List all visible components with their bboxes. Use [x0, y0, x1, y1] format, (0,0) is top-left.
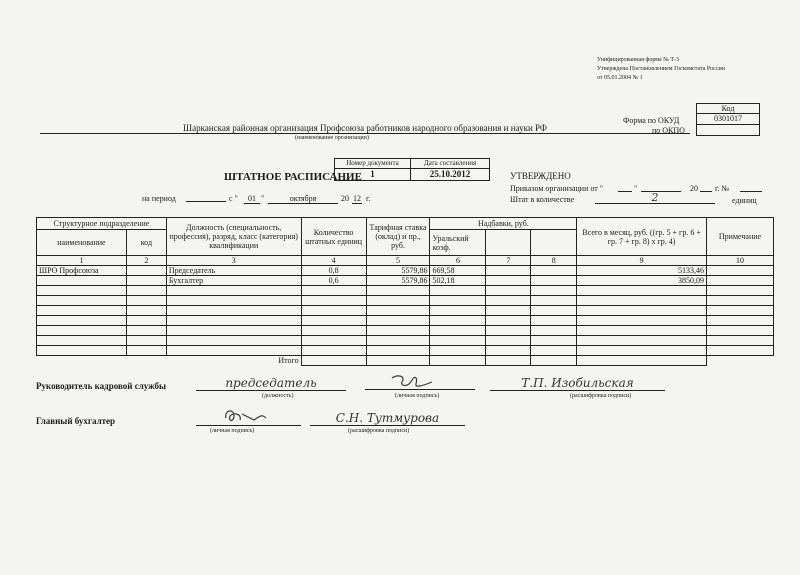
table-row	[37, 336, 774, 346]
cell-note	[706, 286, 773, 296]
cell-position	[166, 286, 301, 296]
cell-ural	[430, 316, 486, 326]
doc-title: ШТАТНОЕ РАСПИСАНИЕ	[224, 171, 362, 183]
cell-rate	[366, 336, 430, 346]
total-row	[37, 356, 774, 366]
header-unit-name: наименование	[37, 230, 127, 256]
cell-count: 0,8	[301, 266, 366, 276]
cell-position: Председатель	[166, 266, 301, 276]
okpo-value	[696, 124, 760, 136]
table-row	[37, 316, 774, 326]
accountant-label: Главный бухгалтер	[36, 416, 116, 426]
cell-position: Бухгалтер	[166, 276, 301, 286]
acc-signature-mark	[220, 406, 270, 426]
cell-ural	[430, 326, 486, 336]
table-row	[37, 286, 774, 296]
okpo-label: по ОКПО	[652, 126, 685, 135]
col-num: 4	[301, 256, 366, 266]
form-header-line1: Унифицированная форма № Т-3	[597, 57, 680, 63]
units-label: единиц	[732, 196, 757, 205]
cell-a8	[531, 336, 577, 346]
cell-count	[301, 296, 366, 306]
cell-total	[577, 316, 707, 326]
header-unit-code: код	[126, 230, 166, 256]
cell-note	[706, 296, 773, 306]
period-year-suffix: г.	[366, 194, 371, 203]
cell-position	[166, 326, 301, 336]
hr-label: Руководитель кадровой службы	[36, 381, 167, 391]
cell-a7	[486, 286, 531, 296]
hr-signature-mark	[388, 372, 448, 392]
cell-ural	[430, 346, 486, 356]
cell-a7	[486, 336, 531, 346]
staffing-table	[36, 217, 774, 366]
column-numbers-row	[37, 256, 774, 266]
period-month: октября	[268, 194, 338, 204]
table-row	[37, 346, 774, 356]
cell-count	[301, 346, 366, 356]
header-rate: Тарифная ставка (оклад) и пр., руб.	[366, 218, 430, 256]
table-row	[37, 276, 774, 286]
kod-label: Код	[696, 103, 760, 114]
total-count	[301, 356, 366, 366]
cell-code	[126, 316, 166, 326]
staff-label: Штат в количестве	[510, 195, 575, 204]
order-number-line	[740, 191, 762, 192]
hr-position-handwritten: председатель	[196, 376, 346, 391]
col-num: 8	[531, 256, 577, 266]
cell-ural	[430, 296, 486, 306]
okud-value: 0301017	[696, 113, 760, 125]
col-num: 5	[366, 256, 430, 266]
staff-value: 2	[595, 191, 715, 204]
cell-total: 3850,09	[577, 276, 707, 286]
table-row	[37, 306, 774, 316]
doc-date-label: Дата составления	[410, 158, 490, 169]
cell-unit	[37, 346, 127, 356]
cell-a7	[486, 346, 531, 356]
header-structural-unit: Структурное подразделение	[37, 218, 167, 230]
period-from: с "	[229, 194, 238, 203]
cell-rate	[366, 326, 430, 336]
cell-note	[706, 346, 773, 356]
cell-unit	[37, 286, 127, 296]
header-position: Должность (специальность, профессия), разряд, класс (категория) квалификации	[166, 218, 301, 256]
cell-a7	[486, 266, 531, 276]
acc-name-handwritten: С.Н. Тутмурова	[310, 411, 465, 426]
order-text: Приказом организации от "	[510, 184, 604, 193]
period-quote: "	[261, 194, 265, 203]
cell-a8	[531, 276, 577, 286]
cell-total: 5133,46	[577, 266, 707, 276]
header-count: Количество штатных единиц	[301, 218, 366, 256]
cell-note	[706, 306, 773, 316]
okud-label: Форма по ОКУД	[623, 116, 680, 125]
doc-number-label: Номер документа	[334, 158, 411, 169]
cell-code	[126, 286, 166, 296]
cell-a7	[486, 306, 531, 316]
cell-ural	[430, 336, 486, 346]
organization-name: Шарканская районная организация Профсоюза работников народного образования и науки РФ	[40, 123, 690, 134]
cell-unit	[37, 296, 127, 306]
header-note: Примечание	[706, 218, 773, 256]
cell-a8	[531, 296, 577, 306]
cell-code	[126, 266, 166, 276]
cell-note	[706, 266, 773, 276]
table-row	[37, 326, 774, 336]
cell-position	[166, 296, 301, 306]
cell-note	[706, 336, 773, 346]
cell-total	[577, 286, 707, 296]
total-a8	[531, 356, 577, 366]
cell-rate	[366, 346, 430, 356]
cell-a7	[486, 276, 531, 286]
cell-code	[126, 336, 166, 346]
cell-code	[126, 296, 166, 306]
doc-number: 1	[334, 168, 411, 181]
organization-caption: (наименование организации)	[295, 135, 369, 141]
cell-a8	[531, 286, 577, 296]
cell-note	[706, 276, 773, 286]
cell-note	[706, 316, 773, 326]
cell-total	[577, 306, 707, 316]
doc-date: 25.10.2012	[410, 168, 490, 181]
cell-total	[577, 296, 707, 306]
cell-ural: 669,58	[430, 266, 486, 276]
header-allowances: Надбавки, руб.	[430, 218, 577, 230]
cell-total	[577, 326, 707, 336]
cell-a8	[531, 316, 577, 326]
cell-a8	[531, 346, 577, 356]
hr-decode-caption: (расшифровка подписи)	[570, 393, 632, 399]
cell-a8	[531, 266, 577, 276]
col-num: 7	[486, 256, 531, 266]
acc-decode-caption: (расшифровка подписи)	[348, 428, 410, 434]
cell-count: 0,6	[301, 276, 366, 286]
total-label: Итого	[166, 356, 301, 366]
cell-unit	[37, 306, 127, 316]
cell-position	[166, 306, 301, 316]
total-sum	[577, 356, 707, 366]
cell-count	[301, 326, 366, 336]
total-ural	[430, 356, 486, 366]
header-allowance-7	[486, 230, 531, 256]
cell-note	[706, 326, 773, 336]
cell-total	[577, 336, 707, 346]
cell-a7	[486, 326, 531, 336]
cell-unit	[37, 326, 127, 336]
cell-unit	[37, 276, 127, 286]
hr-sign-caption: (личная подпись)	[395, 393, 440, 399]
cell-count	[301, 316, 366, 326]
header-total: Всего в месяц, руб. ((гр. 5 + гр. 6 + гр. 7 + гр. 8) х гр. 4)	[577, 218, 707, 256]
period-day: 01	[244, 194, 260, 204]
cell-ural: 502,18	[430, 276, 486, 286]
cell-ural	[430, 306, 486, 316]
cell-unit: ШРО Профсоюза	[37, 266, 127, 276]
cell-position	[166, 316, 301, 326]
order-year: 20	[690, 184, 698, 193]
cell-a7	[486, 316, 531, 326]
col-num: 3	[166, 256, 301, 266]
cell-unit	[37, 336, 127, 346]
order-number-label: г. №	[715, 184, 730, 193]
hr-position-caption: (должность)	[262, 393, 294, 399]
table-row	[37, 266, 774, 276]
hr-name-handwritten: Т.П. Изобильская	[490, 376, 665, 391]
cell-a7	[486, 296, 531, 306]
col-num: 10	[706, 256, 773, 266]
cell-rate	[366, 306, 430, 316]
cell-ural	[430, 286, 486, 296]
cell-count	[301, 306, 366, 316]
total-rate	[366, 356, 430, 366]
cell-position	[166, 336, 301, 346]
cell-a8	[531, 326, 577, 336]
col-num: 2	[126, 256, 166, 266]
period-label: на период	[142, 194, 176, 203]
cell-count	[301, 336, 366, 346]
period-year-prefix: 20	[341, 194, 349, 203]
cell-rate	[366, 296, 430, 306]
table-row	[37, 296, 774, 306]
cell-count	[301, 286, 366, 296]
cell-rate	[366, 286, 430, 296]
cell-code	[126, 346, 166, 356]
order-quote: "	[634, 184, 638, 193]
form-header-line3: от 05.01.2004 № 1	[597, 75, 643, 81]
approved-label: УТВЕРЖДЕНО	[510, 171, 571, 181]
col-num: 1	[37, 256, 127, 266]
cell-position	[166, 346, 301, 356]
cell-total	[577, 346, 707, 356]
total-a7	[486, 356, 531, 366]
col-num: 6	[430, 256, 486, 266]
cell-rate: 5579,86	[366, 266, 430, 276]
form-header-line2: Утверждена Постановлением Госкомстата России	[597, 66, 725, 72]
header-ural-coef: Уральский коэф.	[430, 230, 486, 256]
cell-unit	[37, 316, 127, 326]
cell-rate	[366, 316, 430, 326]
period-blank-line	[186, 201, 226, 202]
header-allowance-8	[531, 230, 577, 256]
cell-code	[126, 326, 166, 336]
cell-rate: 5579,86	[366, 276, 430, 286]
period-year: 12	[353, 194, 361, 203]
col-num: 9	[577, 256, 707, 266]
cell-a8	[531, 306, 577, 316]
acc-sign-caption: (личная подпись)	[210, 428, 255, 434]
cell-code	[126, 276, 166, 286]
cell-code	[126, 306, 166, 316]
